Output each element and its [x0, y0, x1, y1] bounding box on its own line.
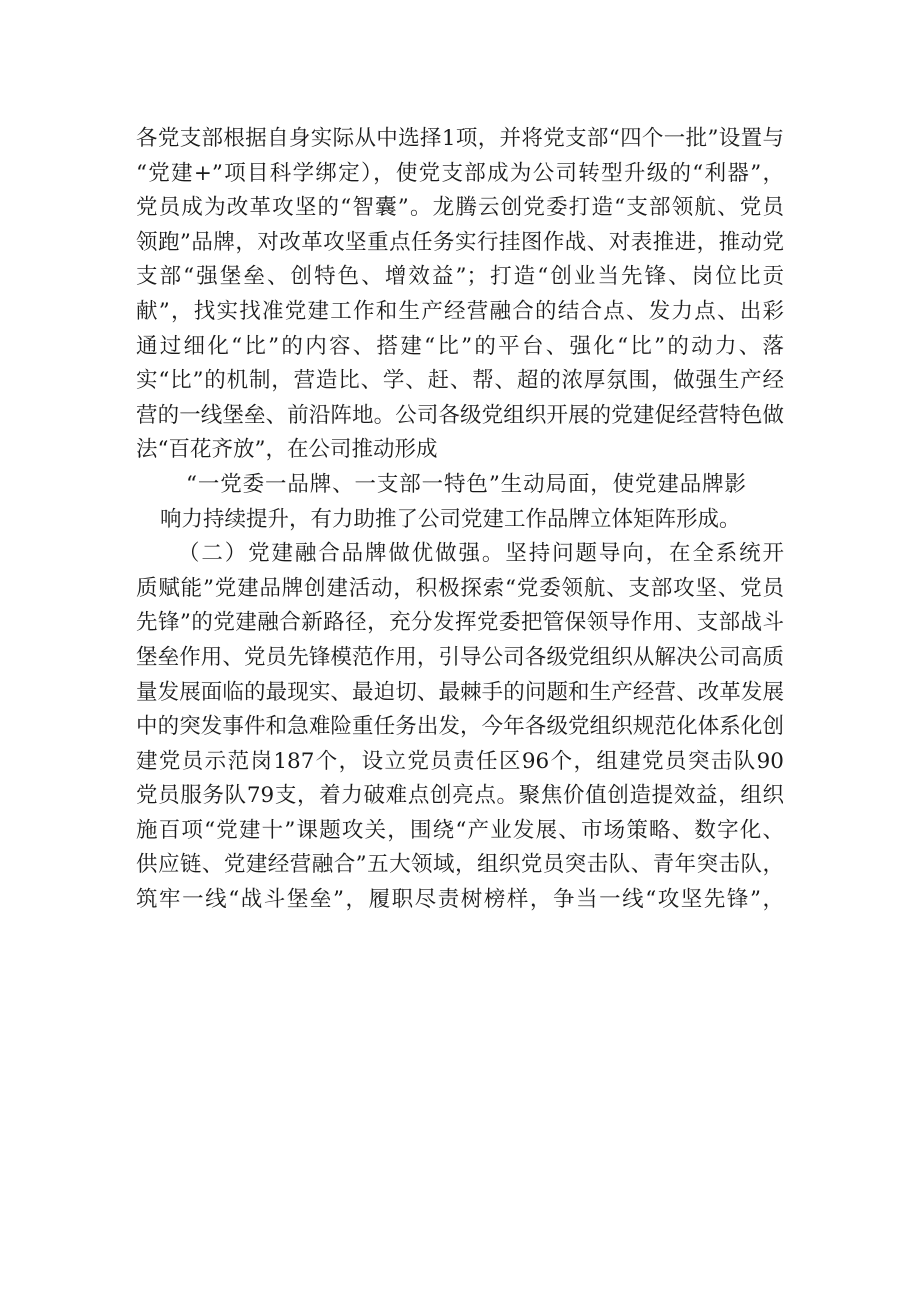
text-line-10: 法“百花齐放”，在公司推动形成 [136, 437, 438, 463]
text-line-22: 供应链、党建经营融合”五大领域，组织党员突击队、青年突击队， [136, 852, 784, 878]
text-line-6: 献”，找实找准党建工作和生产经营融合的结合点、发力点、出彩 [136, 298, 784, 324]
text-line-1: 各党支部根据自身实际从中选择1项，并将党支部“四个一批”设置与 [136, 126, 784, 151]
text-line-18: 中的突发事件和急难险重任务出发，今年各级党组织规范化体系化创 [136, 714, 784, 740]
section-heading-line: （二）党建融合品牌做优做强。坚持问题导向，在全系统开 [178, 541, 784, 567]
text-line-11: “一党委一品牌、一支部一特色”生动局面，使党建品牌影 [186, 471, 746, 497]
body-text [0, 122, 920, 918]
text-line-3: 党员成为改革攻坚的“智囊”。龙腾云创党委打造“支部领航、党员 [136, 195, 784, 221]
text-line-14: 质赋能”党建品牌创建活动，积极探索“党委领航、支部攻坚、党员 [136, 575, 784, 601]
text-line-8: 实“比”的机制，营造比、学、赶、帮、超的浓厚氛围，做强生产经 [136, 368, 784, 394]
text-line-20: 党员服务队79支，着力破难点创亮点。聚焦价值创造提效益，组织 [136, 783, 784, 809]
text-line-21: 施百项“党建十”课题攻关，围绕“产业发展、市场策略、数字化、 [136, 817, 784, 843]
text-line-9: 营的一线堡垒、前沿阵地。公司各级党组织开展的党建促经营特色做 [136, 402, 784, 428]
text-line-19: 建党员示范岗187个，设立党员责任区96个，组建党员突击队90 [136, 748, 784, 774]
text-line-7: 通过细化“比”的内容、搭建“比”的平台、强化“比”的动力、落 [136, 333, 784, 359]
text-line-17: 量发展面临的最现实、最迫切、最棘手的问题和生产经营、改革发展 [136, 679, 784, 705]
text-line-15: 先锋”的党建融合新路径，充分发挥党委把管保领导作用、支部战斗 [136, 610, 784, 636]
text-line-5: 支部“强堡垒、创特色、增效益”；打造“创业当先锋、岗位比贡 [136, 264, 784, 290]
text-line-2: “党建+”项目科学绑定），使党支部成为公司转型升级的“利器”， [136, 160, 784, 186]
text-line-12: 响力持续提升，有力助推了公司党建工作品牌立体矩阵形成。 [160, 506, 741, 532]
text-line-23: 筑牢一线“战斗堡垒”，履职尽责树榜样，争当一线“攻坚先锋”， [136, 887, 784, 913]
text-line-16: 堡垒作用、党员先锋模范作用，引导公司各级党组织从解决公司高质 [136, 644, 784, 670]
text-line-4: 领跑”品牌，对改革攻坚重点任务实行挂图作战、对表推进，推动党 [136, 229, 784, 255]
